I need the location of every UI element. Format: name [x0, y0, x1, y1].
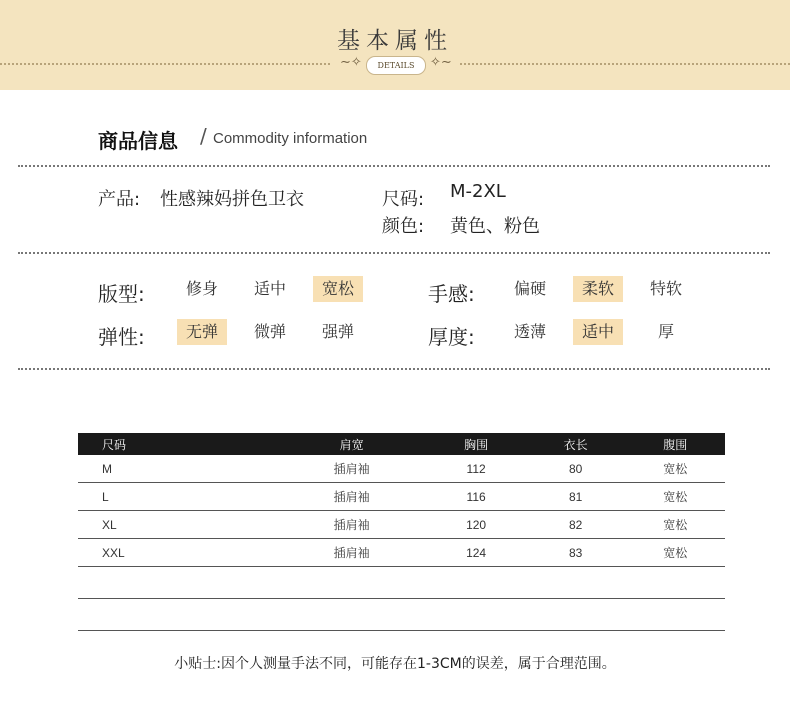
banner-title: 基本属性 [337, 28, 453, 54]
elasticity-label: 弹性: [98, 325, 145, 349]
color-value: 黄色、粉色 [450, 216, 540, 237]
color-label: 颜色: [382, 216, 425, 237]
cell-waist: 宽松 [625, 539, 725, 567]
section-title: 商品信息 [98, 129, 178, 153]
fit-option-slim: 修身 [186, 279, 219, 298]
col-size: 尺码 [78, 433, 277, 455]
divider-1 [18, 165, 770, 167]
section-subtitle: Commodity information [213, 130, 368, 147]
cell-length: 81 [526, 483, 626, 511]
table-row [78, 539, 725, 567]
size-range-value: M-2XL [450, 181, 506, 202]
cell-chest: 124 [426, 539, 526, 567]
fit-option-regular: 适中 [254, 279, 287, 298]
table-row [78, 483, 725, 511]
elastic-option-strong: 强弹 [322, 322, 355, 341]
col-chest: 胸围 [426, 433, 526, 455]
col-waist: 腹围 [625, 433, 725, 455]
fit-option-loose-selected: 宽松 [313, 276, 363, 302]
cell-size: XXL [78, 539, 277, 567]
elastic-option-slight: 微弹 [254, 322, 287, 341]
details-badge: DETAILS [366, 56, 426, 75]
fit-label: 版型: [98, 282, 145, 306]
cell-chest: 112 [426, 455, 526, 483]
size-table-header [78, 433, 725, 455]
thickness-option-thin: 透薄 [514, 322, 547, 341]
divider-2 [18, 252, 770, 254]
header-banner [0, 0, 790, 90]
measurement-tip: 小贴士:因个人测量手法不同，可能存在1-3CM的误差，属于合理范围。 [174, 656, 616, 672]
thickness-option-thick: 厚 [658, 322, 675, 341]
table-row-empty [78, 599, 725, 631]
cell-chest: 116 [426, 483, 526, 511]
flourish-left-icon: ∼✧ [340, 55, 362, 70]
size-range-label: 尺码: [382, 189, 425, 210]
table-row [78, 511, 725, 539]
col-length: 衣长 [526, 433, 626, 455]
cell-shoulder: 插肩袖 [277, 455, 426, 483]
section-slash: / [200, 124, 207, 148]
cell-shoulder: 插肩袖 [277, 511, 426, 539]
size-table [78, 433, 725, 631]
hand-option-stiff: 偏硬 [514, 279, 547, 298]
cell-waist: 宽松 [625, 483, 725, 511]
cell-length: 82 [526, 511, 626, 539]
cell-size: L [78, 483, 277, 511]
cell-length: 83 [526, 539, 626, 567]
hand-option-soft-selected: 柔软 [573, 276, 623, 302]
hand-option-extra-soft: 特软 [650, 279, 683, 298]
cell-waist: 宽松 [625, 511, 725, 539]
product-name-value: 性感辣妈拼色卫衣 [160, 189, 304, 210]
cell-chest: 120 [426, 511, 526, 539]
cell-size: XL [78, 511, 277, 539]
banner-divider-left [0, 63, 330, 65]
cell-shoulder: 插肩袖 [277, 483, 426, 511]
col-shoulder: 肩宽 [277, 433, 426, 455]
cell-length: 80 [526, 455, 626, 483]
banner-divider-right [460, 63, 790, 65]
product-name-label: 产品: [98, 189, 141, 210]
table-row [78, 455, 725, 483]
flourish-right-icon: ✧∼ [430, 55, 452, 70]
table-row-empty [78, 567, 725, 599]
cell-shoulder: 插肩袖 [277, 539, 426, 567]
thickness-option-medium-selected: 适中 [573, 319, 623, 345]
elastic-option-none-selected: 无弹 [177, 319, 227, 345]
cell-waist: 宽松 [625, 455, 725, 483]
divider-3 [18, 368, 770, 370]
hand-feel-label: 手感: [428, 282, 475, 306]
thickness-label: 厚度: [428, 325, 475, 349]
cell-size: M [78, 455, 277, 483]
